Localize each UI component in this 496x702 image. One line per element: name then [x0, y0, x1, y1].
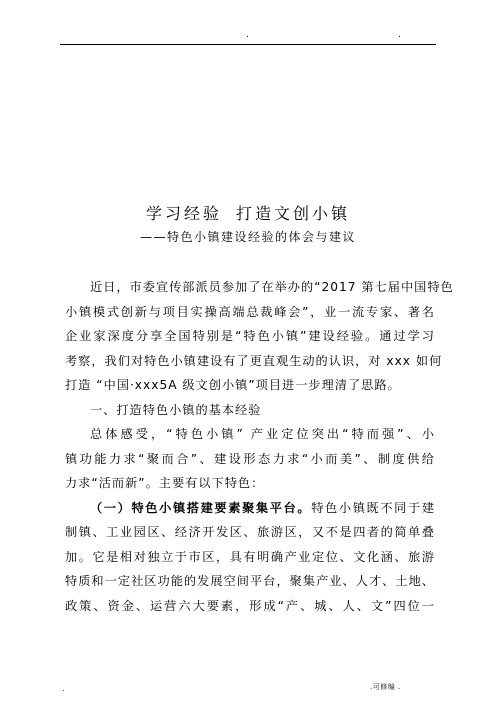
title-part-1: 学习经验 — [145, 204, 222, 223]
paragraph-line: 近日，市委宣传部派员参加了在举办的“2017 第七届中国特色 — [90, 280, 454, 294]
paragraph-line: 加。它是相对独立于市区，具有明确产业定位、文化涵、旅游 — [65, 549, 435, 564]
header-dot-center: . — [246, 30, 249, 40]
paragraph-line: 企业家深度分享全国特别是“特色小镇”建设经验。通过学习 — [65, 329, 435, 343]
footer-right-mark: .可修编 . — [370, 683, 401, 691]
subsection-heading: （一）特色小镇搭建要素聚集平台。 — [90, 500, 312, 515]
document-title — [0, 203, 496, 225]
document-subtitle: ——特色小镇建设经验的体会与建议 — [139, 230, 356, 244]
footer-left-mark: . — [62, 684, 65, 693]
header-rule — [60, 44, 436, 45]
paragraph-line: 政策、资金、运营六大要素，形成“产、城、人、文”四位一 — [65, 598, 435, 613]
subsection-text: 特色小镇既不同于建 — [311, 500, 436, 515]
page-header — [0, 28, 496, 42]
document-body — [65, 275, 454, 618]
paragraph-line: 打造 “中国·xxx5A 级文创小镇”项目进一步理清了思路。 — [65, 378, 401, 392]
paragraph-line — [65, 496, 435, 521]
paragraph-line: 小镇模式创新与项目实操高端总裁峰会”，业一流专家、著名 — [65, 304, 435, 319]
paragraph-line: 制镇、工业园区、经济开发区、旅游区，又不是四者的简单叠 — [65, 525, 435, 539]
paragraph-line: 总体感受，“特色小镇” 产业定位突出“特而强”、小 — [90, 427, 435, 441]
paragraph-line: 考察，我们对特色小镇建设有了更直观生动的认识，对 xxx 如何 — [65, 353, 443, 368]
header-dot-right: . — [398, 30, 401, 40]
section-heading: 一、打造特色小镇的基本经验 — [90, 402, 262, 417]
paragraph-line: 力求“活而新”。主要有以下特色： — [65, 476, 265, 490]
paragraph-line: 特质和一定社区功能的发展空间平台，聚集产业、人才、土地、 — [65, 574, 435, 588]
title-part-2: 打造文创小镇 — [236, 204, 351, 223]
paragraph-line: 镇功能力求“聚而合”、建设形态力求“小而美”、制度供给 — [65, 451, 435, 466]
